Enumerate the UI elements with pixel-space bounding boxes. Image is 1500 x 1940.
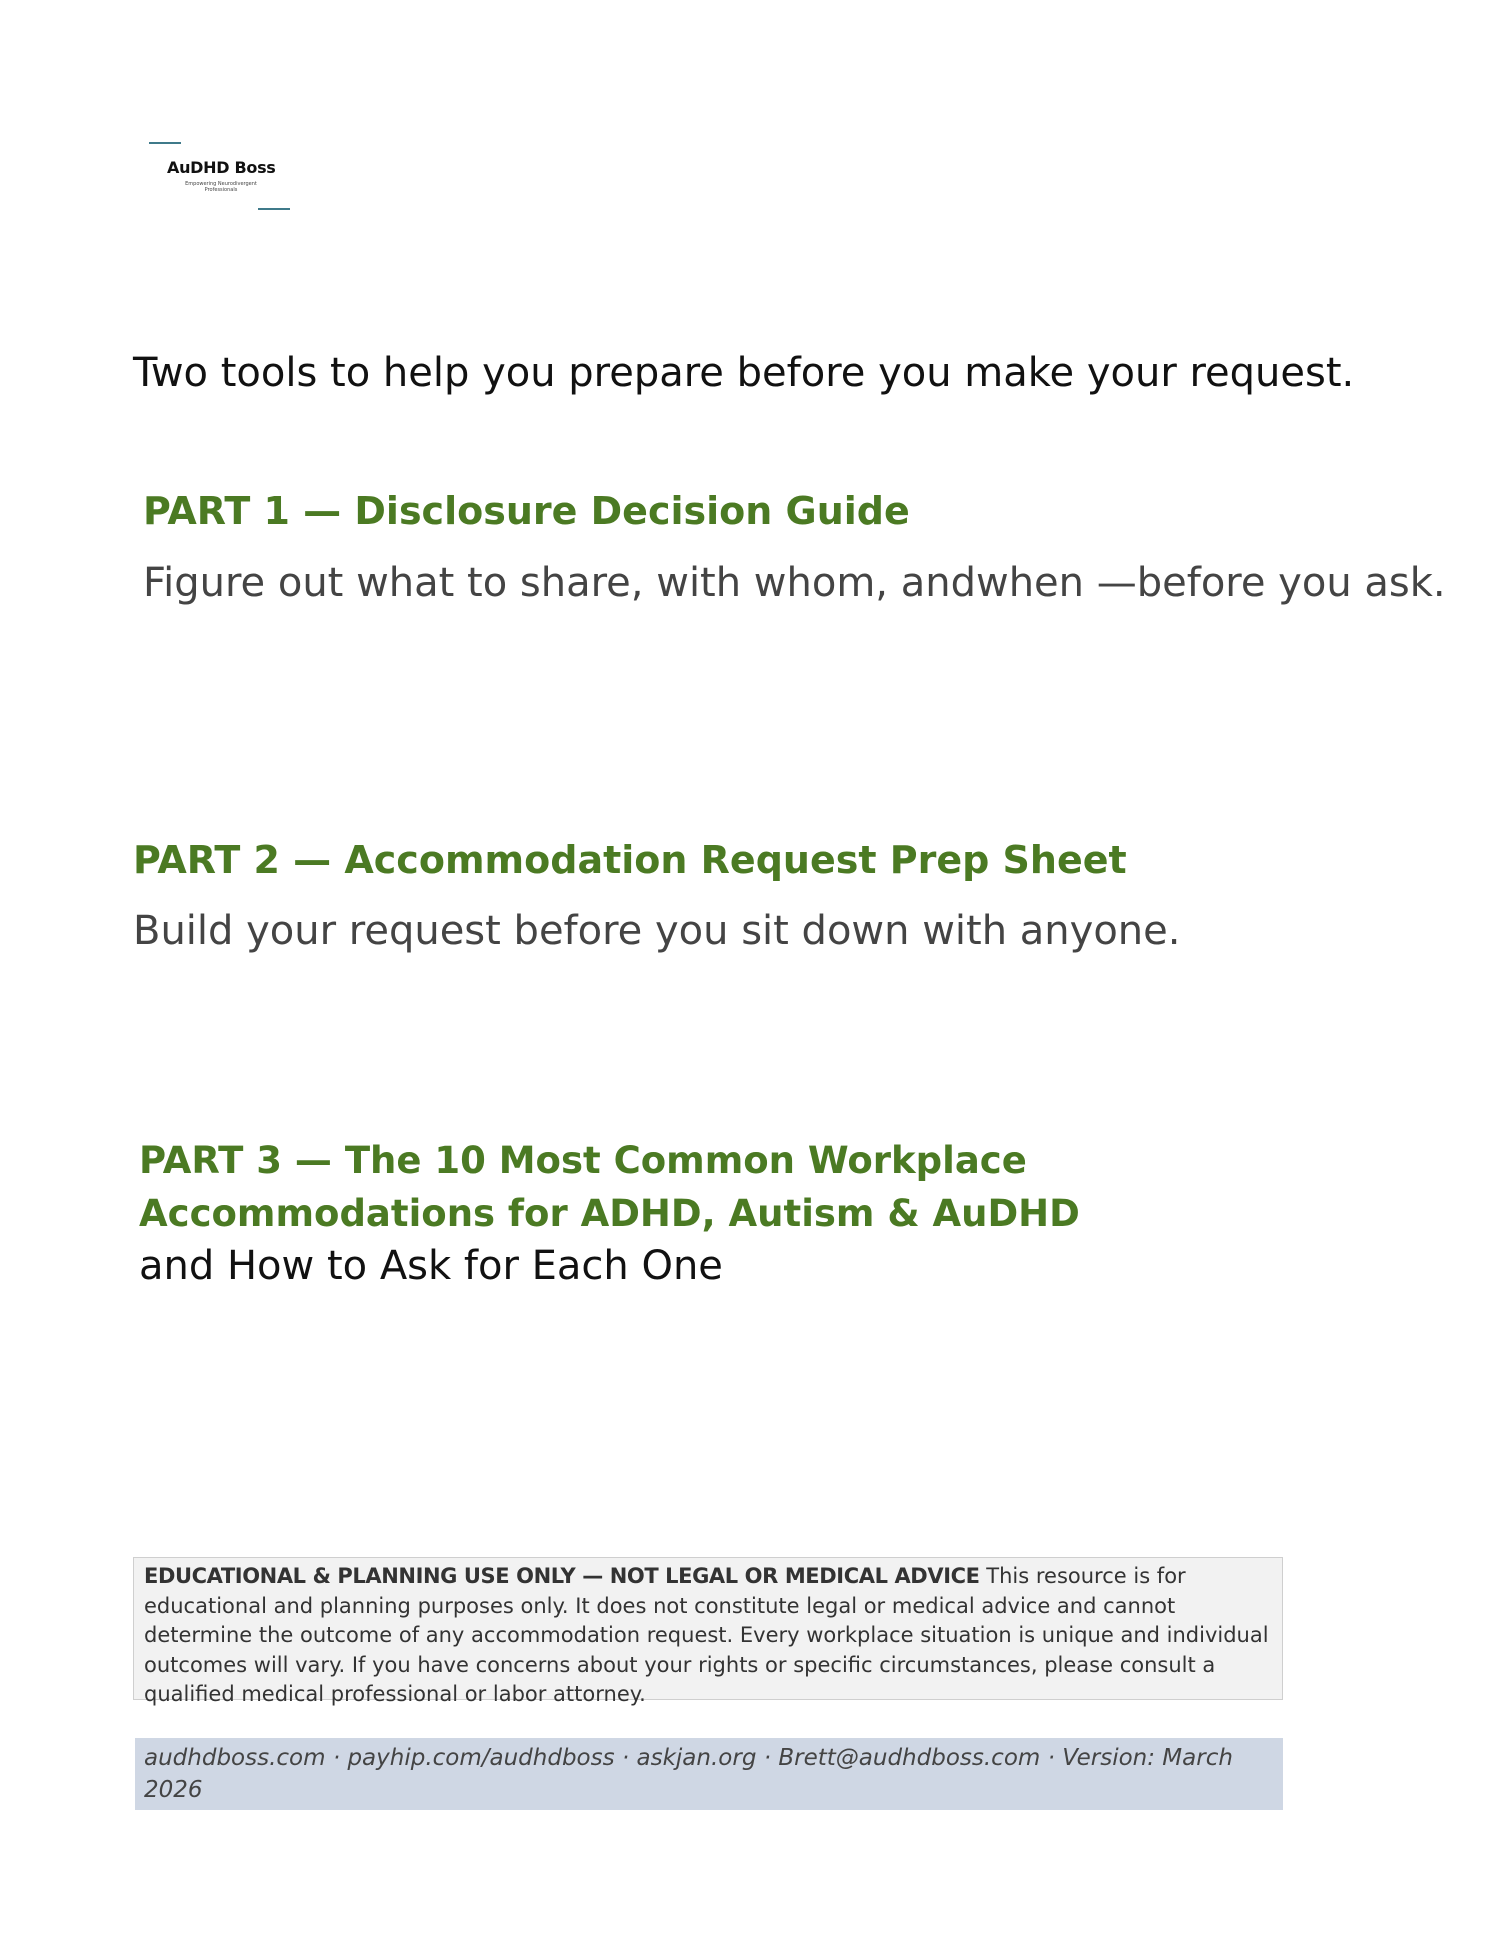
disclaimer-box [133, 1557, 1283, 1706]
disclaimer-body: This resource is for educational and planning purposes only. It does not constitute legal or medical advice and cannot determine the outcome of any accommodation request. Every workplace situation is unique and individual outcomes will vary. If you have concerns about your rights or specific circumstances, please consult a qualified medical professional or labor attorney. [144, 1564, 1269, 1706]
part-1-title: PART 1 — Disclosure Decision Guide [143, 489, 910, 533]
logo [145, 136, 295, 216]
logo-tagline: Empowering Neurodivergent Professionals [185, 181, 257, 193]
part-2-title: PART 2 — Accommodation Request Prep Sheet [133, 838, 1127, 882]
part-2-description: Build your request before you sit down with anyone. [133, 908, 1181, 954]
footer-contact-bar: audhdboss.com · payhip.com/audhdboss · askjan.org · Brett@audhdboss.com · Version: March 2026 [135, 1738, 1283, 1810]
logo-accent-line-top [149, 142, 181, 144]
logo-accent-line-bottom [258, 208, 290, 210]
logo-name: AuDHD Boss [167, 158, 276, 177]
part-3-title: PART 3 — The 10 Most Common Workplace Accommodations for ADHD, Autism & AuDHD [139, 1139, 1080, 1235]
part-3-description: and How to Ask for Each One [139, 1243, 723, 1289]
disclaimer-heading: EDUCATIONAL & PLANNING USE ONLY — NOT LEGAL OR MEDICAL ADVICE [144, 1564, 980, 1588]
intro-subtitle: Two tools to help you prepare before you make your request. [133, 350, 1355, 396]
part-1-description: Figure out what to share, with whom, andwhen —before you ask. [143, 560, 1446, 606]
